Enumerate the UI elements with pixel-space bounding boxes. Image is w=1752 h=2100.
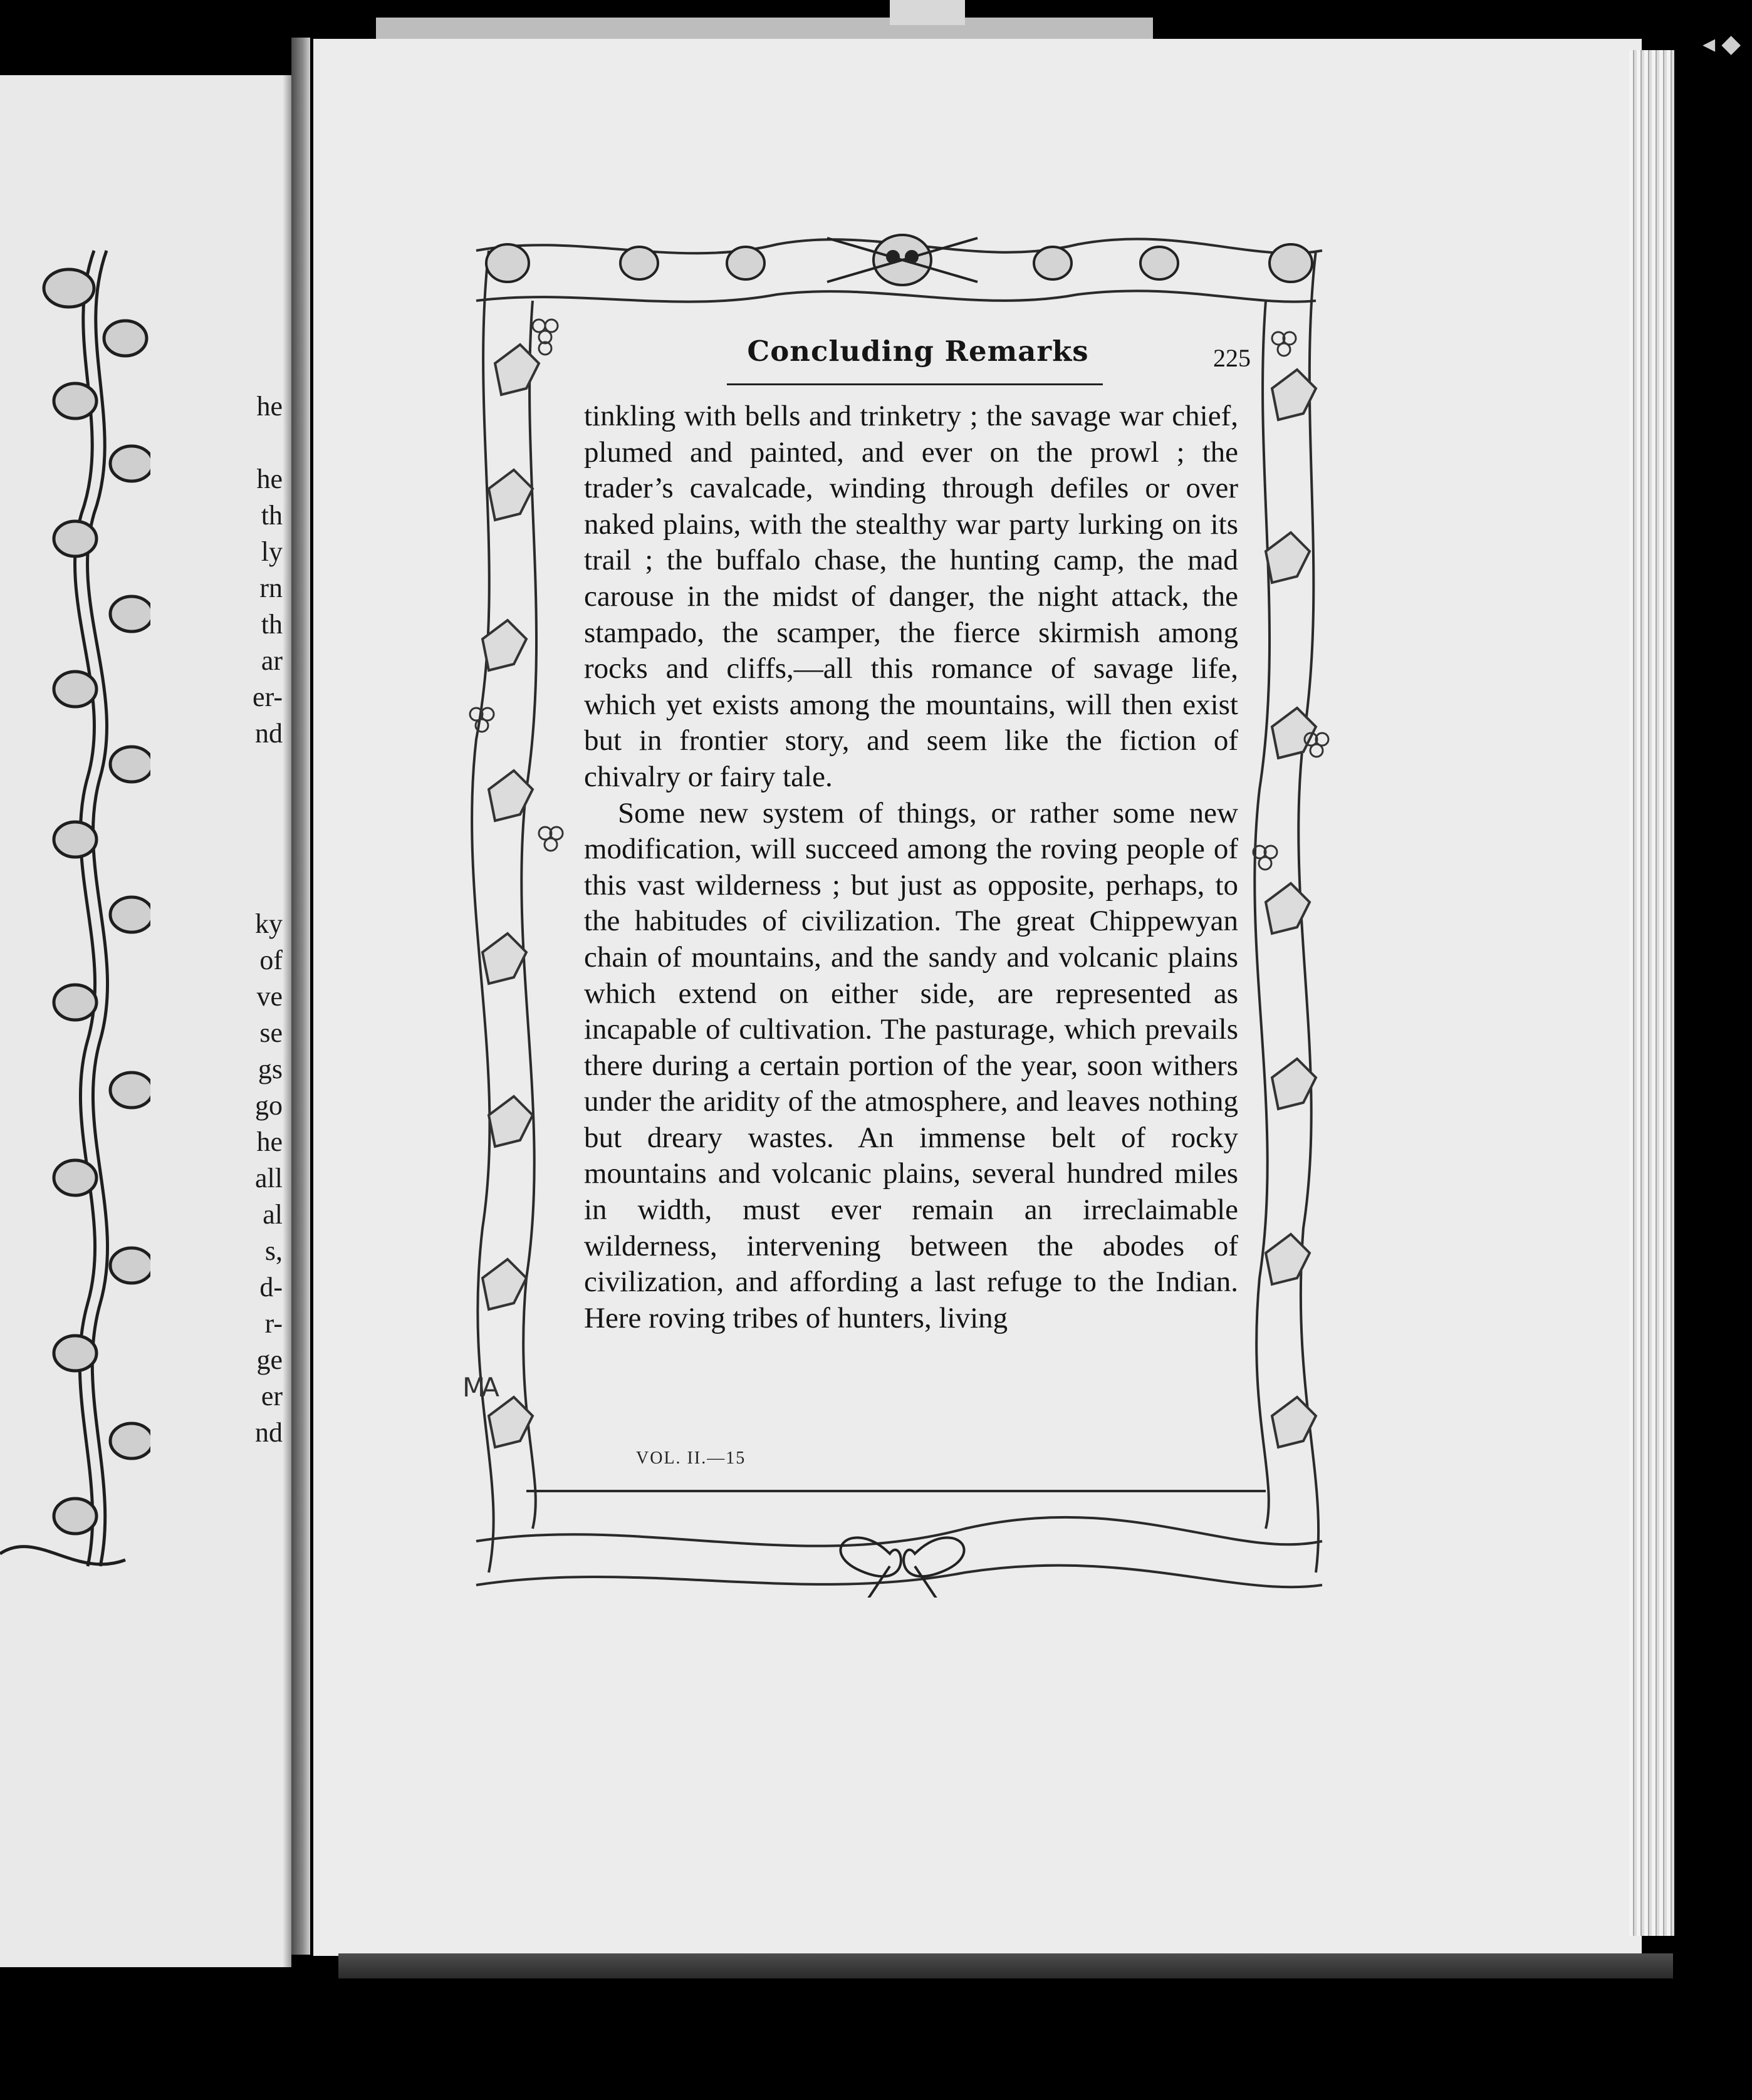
left-fragment: th xyxy=(261,609,283,640)
left-fragment: d- xyxy=(259,1272,283,1302)
left-fragment: al xyxy=(263,1199,283,1230)
header-rule xyxy=(727,383,1103,385)
left-fragment: ve xyxy=(256,981,283,1012)
left-fragment: se xyxy=(259,1017,283,1048)
left-fragment: go xyxy=(255,1090,283,1121)
left-fragment: s, xyxy=(264,1235,283,1266)
left-fragment: he xyxy=(256,464,283,494)
left-fragment: th xyxy=(261,500,283,531)
left-page-spine-shadow xyxy=(283,75,291,1967)
left-page-vine-border xyxy=(0,213,150,1591)
paragraph: Some new system of things, or rather some new modification, will succeed among the roving people of this vast wilderness ; but just as opposite, perhaps, to the habitudes of civilization. The great Chippewyan chain of mountains, and the sandy and volcanic plains which extend on either side, are represented as incapable of cultivation. The pasturage, which prevails there during a certain portion of the year, soon withers under the aridity of the atmosphere, and leaves nothing but dreary wastes. An immense belt of rocky mountains and volcanic plains, several hundred miles in width, must ever remain an irreclaimable wilderness, intervening between the abodes of civilization, and affording a last refuge to the Indian. Here roving tribes of hunters, living xyxy=(584,796,1238,1334)
corner-mark-icon: ◂ ◆ xyxy=(1702,29,1741,58)
left-fragment: nd xyxy=(255,1417,283,1448)
left-fragment: r- xyxy=(264,1308,283,1339)
left-page xyxy=(0,75,291,1967)
bottom-binding-strip xyxy=(338,1953,1673,1978)
left-fragment: gs xyxy=(258,1054,283,1084)
left-fragment: all xyxy=(255,1163,283,1193)
paragraph-continued: tinkling with bells and trinketry ; the savage war chief, plumed and painted, and ever on the prowl ; the trader’s cavalcade, winding through defiles or over naked plains, with the stealthy war party lurking on its trail ; the buffalo chase, the hunting camp, the mad carouse in the midst of danger, the night attack, the stampado, the scamper, the fierce skirmish among rocks and cliffs,—all this romance of savage life, which yet exists among the mountains, will then exist but in frontier story, and seem like the fiction of chivalry or fairy tale. xyxy=(584,400,1238,793)
top-clip-tab xyxy=(890,0,965,25)
left-fragment: ly xyxy=(261,536,283,567)
left-fragment: he xyxy=(256,391,283,422)
left-fragment: er xyxy=(261,1381,283,1411)
page-number: 225 xyxy=(1213,344,1251,372)
running-title: Concluding Remarks xyxy=(747,335,1089,368)
body-text xyxy=(584,398,1238,1336)
left-fragment: ge xyxy=(256,1344,283,1375)
left-fragment: rn xyxy=(259,573,283,603)
page-edges xyxy=(1629,50,1674,1936)
left-fragment: ky xyxy=(255,908,283,939)
left-fragment: he xyxy=(256,1126,283,1157)
left-fragment: er- xyxy=(253,682,283,712)
book-gutter xyxy=(291,38,310,1955)
volume-signature: VOL. II.—15 xyxy=(636,1448,746,1468)
left-fragment: nd xyxy=(255,718,283,749)
left-fragment: ar xyxy=(261,645,283,676)
left-fragment: of xyxy=(259,945,283,975)
illustrator-monogram: MA xyxy=(462,1372,496,1403)
